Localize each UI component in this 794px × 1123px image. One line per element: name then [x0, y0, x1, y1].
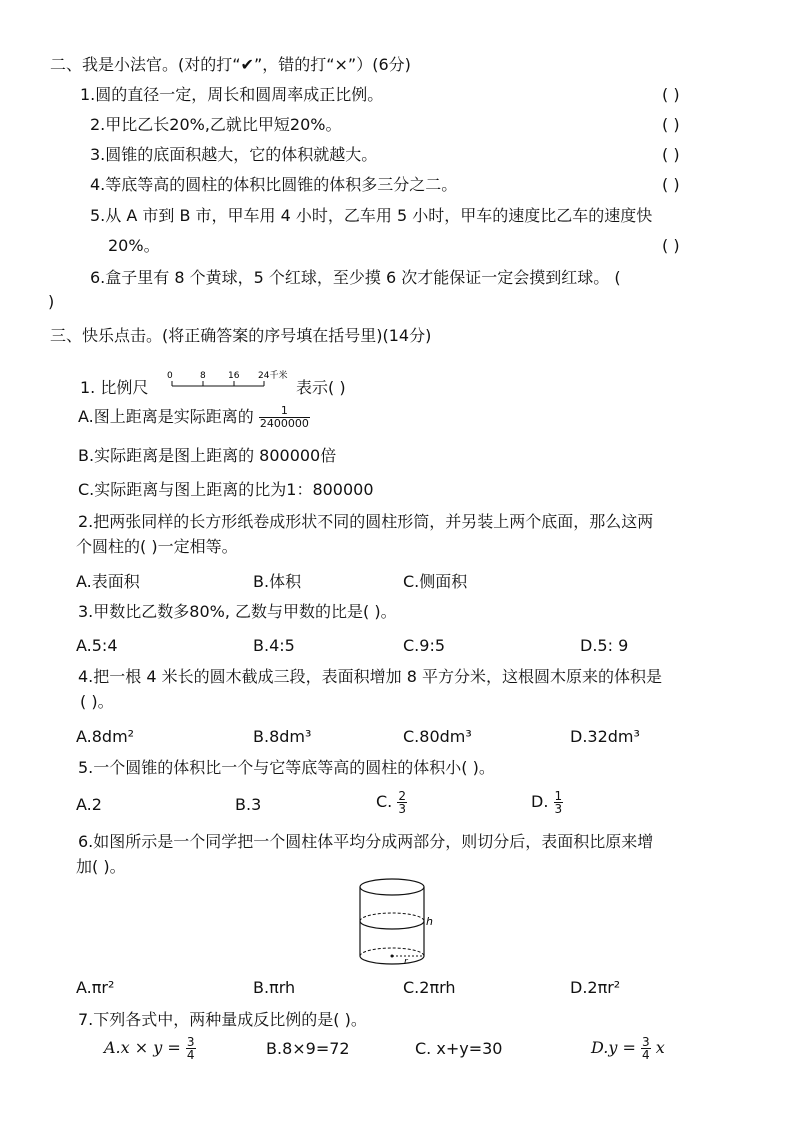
scale-label-8: 8	[200, 371, 206, 381]
cylinder-figure	[352, 876, 442, 972]
section3-heading: 三、快乐点击。(将正确答案的序号填在括号里)(14分)	[50, 326, 432, 345]
scale-bar	[162, 364, 302, 396]
q3-stem: 3.甲数比乙数多80%, 乙数与甲数的比是( )。	[78, 602, 397, 621]
scale-label-16: 16	[228, 371, 240, 381]
judge-item-1: 1.圆的直径一定，周长和圆周率成正比例。	[80, 85, 384, 104]
section2-heading: 二、我是小法官。(对的打“✔”，错的打“×”）(6分)	[50, 55, 411, 74]
height-label: h	[426, 915, 433, 928]
q6-option-d: D.2πr²	[570, 978, 621, 997]
q1-option-b: B.实际距离是图上距离的 800000倍	[78, 446, 337, 465]
answer-blank-4[interactable]: ( )	[662, 175, 680, 194]
q7-option-b: B.8×9=72	[266, 1039, 350, 1058]
q3-option-b: B.4:5	[253, 636, 295, 655]
q2-stem: 2.把两张同样的长方形纸卷成形状不同的圆柱形筒，并另装上两个底面，那么这两	[78, 512, 654, 531]
q7-stem: 7.下列各式中，两种量成反比例的是( )。	[78, 1010, 367, 1029]
q5-option-d-numerator: 1	[554, 789, 563, 803]
q1-prefix: 1. 比例尺	[80, 378, 149, 397]
judge-item-3: 3.圆锥的底面积越大，它的体积就越大。	[90, 145, 378, 164]
answer-blank-3[interactable]: ( )	[662, 145, 680, 164]
q7-option-a-numerator: 3	[186, 1035, 195, 1049]
q2-stem-cont: 个圆柱的( )一定相等。	[76, 537, 238, 556]
q7-option-d-denominator: 4	[641, 1048, 650, 1062]
q4-option-d: D.32dm³	[570, 727, 640, 746]
q7-option-a-label: A.x × y =	[104, 1038, 181, 1057]
q6-option-b: B.πrh	[253, 978, 296, 997]
q7-option-a	[104, 1036, 196, 1061]
scale-label-0: 0	[167, 371, 173, 381]
q4-option-b: B.8dm³	[253, 727, 312, 746]
q5-option-c-numerator: 2	[398, 789, 406, 803]
q1-option-a	[78, 405, 310, 430]
scale-label-24: 24千米	[258, 371, 288, 381]
q5-option-d-denominator: 3	[554, 802, 563, 816]
q1-option-a-denominator: 2400000	[259, 417, 309, 430]
q7-option-c: C. x+y=30	[415, 1039, 503, 1058]
q2-option-a: A.表面积	[76, 572, 140, 591]
judge-item-5: 5.从 A 市到 B 市，甲车用 4 小时，乙车用 5 小时，甲车的速度比乙车的速度快	[90, 206, 653, 225]
q6-stem: 6.如图所示是一个同学把一个圆柱体平均分成两部分，则切分后，表面积比原来增	[78, 832, 654, 851]
q2-option-c: C.侧面积	[403, 572, 468, 591]
judge-item-6-cont: )	[48, 292, 55, 311]
q5-option-c-denominator: 3	[398, 802, 406, 816]
q5-option-a: A.2	[76, 795, 102, 814]
q1-option-a-fraction	[259, 405, 310, 430]
answer-blank-1[interactable]: ( )	[662, 85, 680, 104]
judge-item-5-cont: 20%。	[108, 236, 160, 255]
q7-option-a-fraction	[186, 1036, 196, 1061]
q6-stem-cont: 加( )。	[76, 857, 126, 876]
q3-option-a: A.5:4	[76, 636, 118, 655]
q3-option-c: C.9:5	[403, 636, 446, 655]
q5-option-c	[376, 790, 407, 815]
judge-item-2: 2.甲比乙长20%,乙就比甲短20%。	[90, 115, 342, 134]
q7-option-d	[591, 1036, 665, 1061]
q5-option-d	[531, 790, 563, 815]
q4-option-a: A.8dm²	[76, 727, 135, 746]
q7-option-d-fraction	[641, 1036, 651, 1061]
q5-option-c-fraction	[397, 790, 407, 815]
q6-option-c: C.2πrh	[403, 978, 456, 997]
judge-item-4: 4.等底等高的圆柱的体积比圆锥的体积多三分之二。	[90, 175, 458, 194]
q7-option-d-variable: x	[655, 1038, 665, 1057]
q5-option-c-label: C.	[376, 792, 393, 811]
q7-option-d-label: D.y =	[591, 1038, 636, 1057]
answer-blank-2[interactable]: ( )	[662, 115, 680, 134]
radius-label: r	[404, 957, 408, 967]
q5-option-d-fraction	[554, 790, 564, 815]
q1-option-a-text: A.图上距离是实际距离的	[78, 407, 254, 426]
judge-item-6: 6.盒子里有 8 个黄球，5 个红球，至少摸 6 次才能保证一定会摸到红球。 (	[90, 268, 621, 287]
q7-option-a-denominator: 4	[186, 1048, 195, 1062]
q7-option-d-numerator: 3	[641, 1035, 650, 1049]
q6-option-a: A.πr²	[76, 978, 115, 997]
q1-suffix: 表示( )	[296, 378, 346, 397]
q1-option-a-numerator: 1	[280, 404, 288, 417]
q5-option-d-label: D.	[531, 792, 549, 811]
q4-stem: 4.把一根 4 米长的圆木截成三段，表面积增加 8 平方分米，这根圆木原来的体积是	[78, 667, 662, 686]
q4-stem-cont: ( )。	[80, 692, 114, 711]
q4-option-c: C.80dm³	[403, 727, 472, 746]
q5-option-b: B.3	[235, 795, 262, 814]
q1-option-c: C.实际距离与图上距离的比为1：800000	[78, 480, 374, 499]
q2-option-b: B.体积	[253, 572, 302, 591]
answer-blank-5[interactable]: ( )	[662, 236, 680, 255]
q3-option-d: D.5: 9	[580, 636, 629, 655]
q5-stem: 5.一个圆锥的体积比一个与它等底等高的圆柱的体积小( )。	[78, 758, 495, 777]
